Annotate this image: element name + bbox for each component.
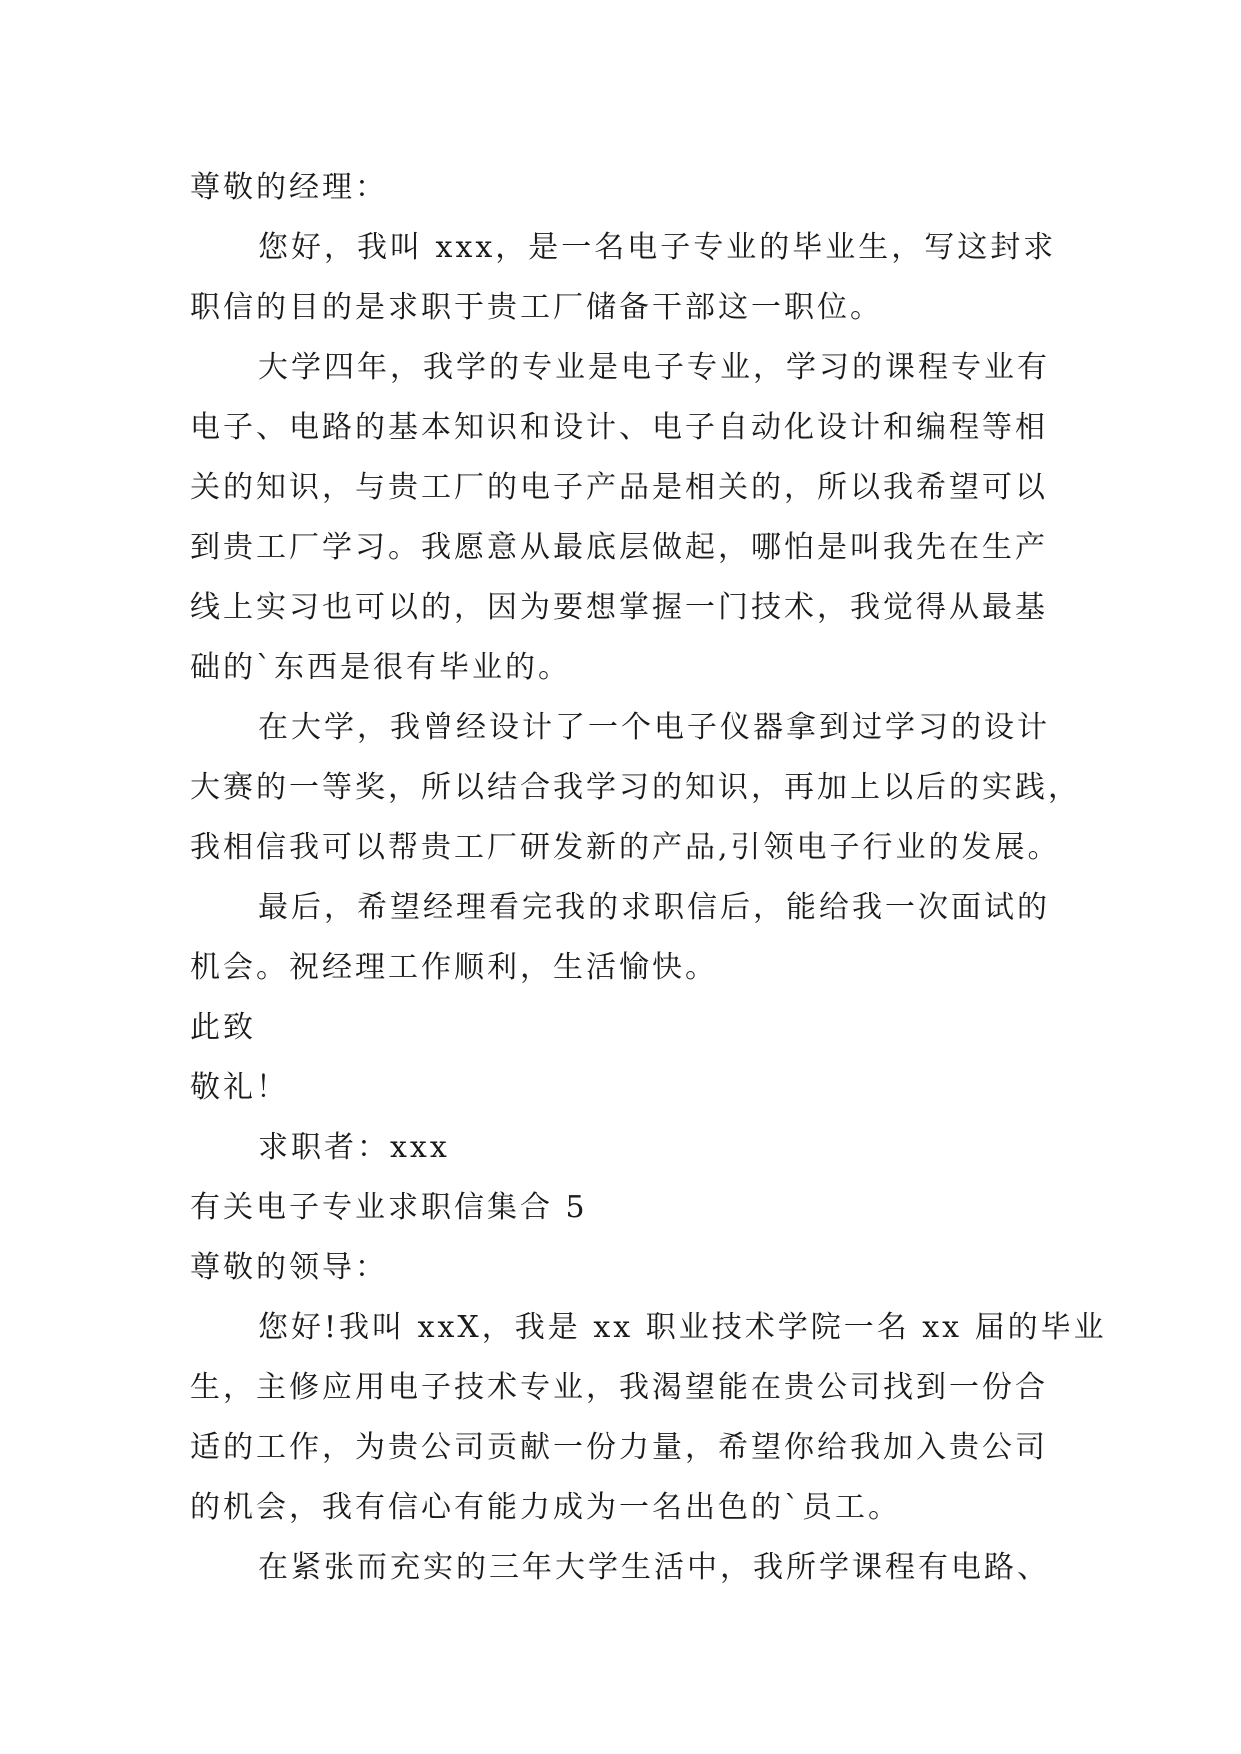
text-line: 求职者：xxx xyxy=(258,1130,450,1165)
text-line: 的机会，我有信心有能力成为一名出色的`员工。 xyxy=(190,1490,901,1525)
text-line: 敬礼！ xyxy=(190,1070,289,1105)
text-line: 关的知识，与贵工厂的电子产品是相关的，所以我希望可以 xyxy=(190,470,1048,505)
text-line: 此致 xyxy=(190,1010,256,1045)
text-line: 生，主修应用电子技术专业，我渴望能在贵公司找到一份合 xyxy=(190,1370,1048,1405)
text-line: 在大学，我曾经设计了一个电子仪器拿到过学习的设计 xyxy=(258,710,1050,745)
text-line: 机会。祝经理工作顺利，生活愉快。 xyxy=(190,950,718,985)
text-line: 尊敬的经理： xyxy=(190,170,388,205)
text-line: 电子、电路的基本知识和设计、电子自动化设计和编程等相 xyxy=(190,410,1048,445)
text-line: 我相信我可以帮贵工厂研发新的产品,引领电子行业的发展。 xyxy=(190,830,1061,865)
text-line: 有关电子专业求职信集合 5 xyxy=(190,1190,588,1225)
text-line: 适的工作，为贵公司贡献一份力量，希望你给我加入贵公司 xyxy=(190,1430,1048,1465)
text-line: 最后，希望经理看完我的求职信后，能给我一次面试的 xyxy=(258,890,1050,925)
text-line: 大赛的一等奖，所以结合我学习的知识，再加上以后的实践， xyxy=(190,770,1081,805)
text-line: 础的`东西是很有毕业的。 xyxy=(190,650,571,685)
text-line: 大学四年，我学的专业是电子专业，学习的课程专业有 xyxy=(258,350,1050,385)
text-line: 到贵工厂学习。我愿意从最底层做起，哪怕是叫我先在生产 xyxy=(190,530,1048,565)
letter-body xyxy=(190,158,1107,1598)
text-line: 您好!我叫 xxX，我是 xx 职业技术学院一名 xx 届的毕业 xyxy=(258,1310,1107,1345)
text-line: 您好，我叫 xxx，是一名电子专业的毕业生，写这封求 xyxy=(258,230,1057,265)
text-line: 线上实习也可以的，因为要想掌握一门技术，我觉得从最基 xyxy=(190,590,1048,625)
text-line: 在紧张而充实的三年大学生活中，我所学课程有电路、 xyxy=(258,1550,1050,1585)
text-line: 职信的目的是求职于贵工厂储备干部这一职位。 xyxy=(190,290,883,325)
text-line: 尊敬的领导： xyxy=(190,1250,388,1285)
